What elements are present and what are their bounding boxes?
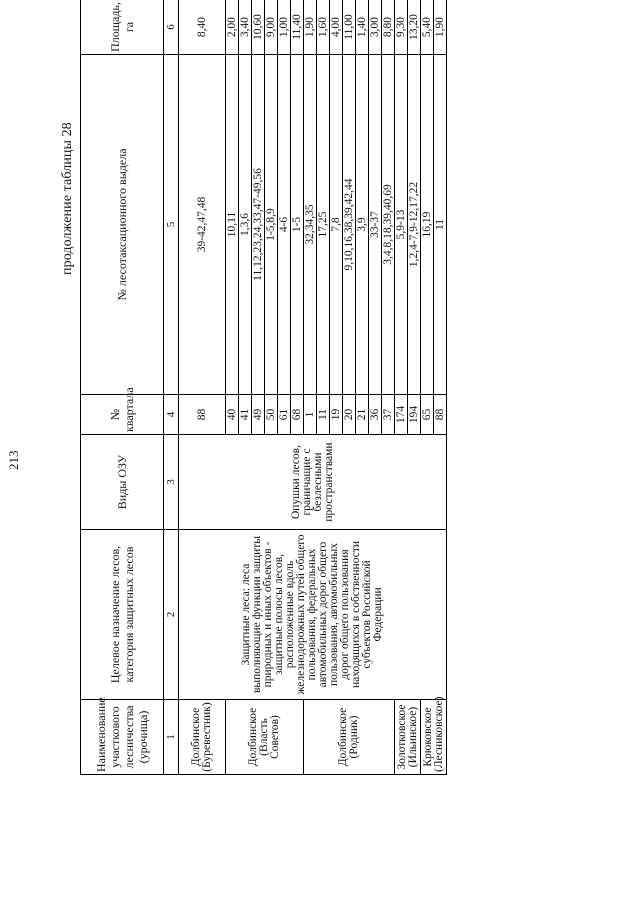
allotment-cell: 16,19 [421, 55, 434, 395]
column-number: 5 [164, 55, 179, 395]
header-area: Площадь, га [81, 0, 164, 55]
area-cell: 2,00 [226, 0, 239, 55]
forestry-name: Долбинское (Родник) [304, 700, 395, 775]
forest-purpose-cell: Защитные леса: леса выполняющие функции защиты природных и иных объектов - защитные полосы лесов, расположенные вдоль железнодорожных путей общего пользования, федеральных автомобильных дорог общего пользования, автомобильных дорог общего пользования находящихся в собственности субъектов Российской Федерации [179, 530, 447, 700]
column-number: 1 [164, 700, 179, 775]
quarter-cell: 49 [252, 395, 265, 435]
header-ozu-type: Виды ОЗУ [81, 435, 164, 530]
area-cell: 9,00 [265, 0, 278, 55]
allotment-cell: 9,10,16,38,39,42,44 [343, 55, 356, 395]
quarter-cell: 37 [382, 395, 395, 435]
allotment-cell: 39-42,47,48 [179, 55, 226, 395]
area-cell: 8,40 [179, 0, 226, 55]
area-cell: 1,60 [317, 0, 330, 55]
forestry-name: Долбинское (Буревестник) [179, 700, 226, 775]
protective-forests-table [80, 0, 447, 775]
column-number: 2 [164, 530, 179, 700]
column-number: 4 [164, 395, 179, 435]
allotment-cell: 3,4,8,18,39,40,69 [382, 55, 395, 395]
ozu-type-cell: Опушки лесов, граничащие с безлесными пространствами [179, 435, 447, 530]
quarter-cell: 36 [369, 395, 382, 435]
area-cell: 1,00 [278, 0, 291, 55]
quarter-cell: 1 [304, 395, 317, 435]
forestry-name: Золотковское (Ильинское) [395, 700, 421, 775]
quarter-cell: 88 [434, 395, 447, 435]
quarter-cell: 50 [265, 395, 278, 435]
allotment-cell: 32,34,35 [304, 55, 317, 395]
quarter-cell: 41 [239, 395, 252, 435]
area-cell: 1,40 [356, 0, 369, 55]
forestry-name: Крюковское (Лесниковское) [421, 700, 447, 775]
area-cell: 11,00 [343, 0, 356, 55]
allotment-cell: 1,2,4-7,9-12,17,22 [408, 55, 421, 395]
header-forestry: Наименование участкового лесничества (урочища) [81, 700, 164, 775]
area-cell: 1,90 [304, 0, 317, 55]
area-cell: 3,40 [239, 0, 252, 55]
area-cell: 9,30 [395, 0, 408, 55]
forestry-name: Долбинское (Власть Советов) [226, 700, 304, 775]
quarter-cell: 40 [226, 395, 239, 435]
allotment-cell: 10,11 [226, 55, 239, 395]
area-cell: 1,90 [434, 0, 447, 55]
allotment-cell: 33-37 [369, 55, 382, 395]
page-number: 213 [6, 450, 21, 470]
quarter-cell: 88 [179, 395, 226, 435]
area-cell: 3,00 [369, 0, 382, 55]
area-cell: 8,80 [382, 0, 395, 55]
area-cell: 11,40 [291, 0, 304, 55]
table-caption: продолжение таблицы 28 [60, 122, 75, 275]
allotment-cell: 17,25 [317, 55, 330, 395]
column-number-row [164, 0, 179, 775]
allotment-cell: 7,8 [330, 55, 343, 395]
quarter-cell: 68 [291, 395, 304, 435]
header-allotment: № лесотаксационного выдела [81, 55, 164, 395]
table-row [179, 0, 226, 775]
quarter-cell: 174 [395, 395, 408, 435]
allotment-cell: 1-5 [291, 55, 304, 395]
allotment-cell: 11 [434, 55, 447, 395]
allotment-cell: 3,9 [356, 55, 369, 395]
allotment-cell: 5,9-13 [395, 55, 408, 395]
quarter-cell: 11 [317, 395, 330, 435]
column-number: 6 [164, 0, 179, 55]
column-number: 3 [164, 435, 179, 530]
table-header-row [81, 0, 164, 775]
quarter-cell: 20 [343, 395, 356, 435]
header-purpose: Целевое назначение лесов, категория защитных лесов [81, 530, 164, 700]
quarter-cell: 21 [356, 395, 369, 435]
quarter-cell: 194 [408, 395, 421, 435]
header-quarter: № квартала [81, 395, 164, 435]
area-cell: 13,20 [408, 0, 421, 55]
area-cell: 4,00 [330, 0, 343, 55]
area-cell: 5,40 [421, 0, 434, 55]
allotment-cell: 11,12,23,24,33,47-49,56 [252, 55, 265, 395]
allotment-cell: 4-6 [278, 55, 291, 395]
allotment-cell: 1,3,6 [239, 55, 252, 395]
allotment-cell: 1-5,8,9 [265, 55, 278, 395]
quarter-cell: 61 [278, 395, 291, 435]
quarter-cell: 65 [421, 395, 434, 435]
quarter-cell: 19 [330, 395, 343, 435]
area-cell: 10,60 [252, 0, 265, 55]
